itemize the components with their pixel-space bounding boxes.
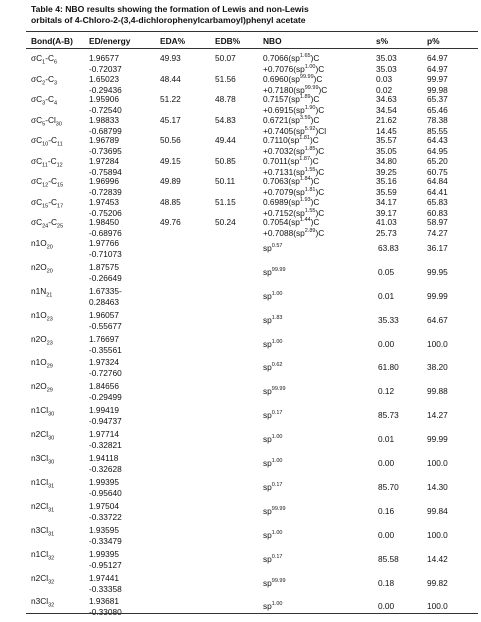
- nbo-line-2-sup: 1.55: [304, 167, 316, 174]
- ed-value: 1.96057: [89, 310, 119, 320]
- eda-value: 49.15: [160, 156, 181, 166]
- bond-label-sub: 30: [55, 121, 62, 128]
- nbo-hybrid-sup: 0.57: [271, 243, 283, 250]
- energy-value: -0.68976: [89, 228, 122, 238]
- nbo-line-1: $0.7054(sp^{1.44})C$: [263, 217, 320, 227]
- p-value-1: 78.38: [427, 115, 448, 125]
- ed-value: 1.96996: [89, 176, 119, 186]
- bond-label: $\sigma C_{15}-C_{17}$: [31, 197, 64, 210]
- energy-value: -0.71073: [89, 249, 122, 259]
- lone-pair-label-sub: 21: [46, 292, 53, 299]
- table-row: [0, 573, 481, 597]
- p-value: 100.0: [427, 530, 448, 540]
- ed-value: 1.99395: [89, 477, 119, 487]
- lone-pair-label: $n1O_{29}$: [31, 357, 53, 370]
- header-p-percent: p%: [427, 36, 440, 46]
- eda-value: 51.22: [160, 94, 181, 104]
- nbo-line-2-sup: 2.89: [304, 228, 316, 235]
- lone-pair-label-sub: 23: [46, 340, 53, 347]
- s-value-2: 39.25: [376, 167, 397, 177]
- s-value: 0.00: [378, 601, 395, 611]
- s-value: 0.00: [378, 530, 395, 540]
- nbo-hybrid-sup: 1.83: [271, 315, 283, 322]
- nbo-line-2: $+0.7180(sp^{99.99})C$: [263, 85, 328, 95]
- bond-label-sub: 3: [53, 80, 58, 87]
- energy-value: -0.95127: [89, 560, 122, 570]
- nbo-hybrid-sup: 1.00: [271, 339, 283, 346]
- table-row: [0, 357, 481, 381]
- nbo-hybrid: $sp^{1.00}$: [263, 601, 283, 611]
- nbo-line-2: $+0.7079(sp^{1.81})C$: [263, 187, 325, 197]
- energy-value: -0.35561: [89, 345, 122, 355]
- p-value-1: 65.37: [427, 94, 448, 104]
- bond-label-sub: 17: [57, 203, 64, 210]
- nbo-hybrid-sup: 1.00: [271, 601, 283, 608]
- nbo-line-1-sup: 1.84: [299, 176, 311, 183]
- nbo-line-2-sup: 1.90: [304, 105, 316, 112]
- lone-pair-label: $n1Cl_{32}$: [31, 549, 55, 562]
- ed-value: 1.93681: [89, 596, 119, 606]
- p-value-2: 60.75: [427, 167, 448, 177]
- lone-pair-label: $n2O_{29}$: [31, 381, 53, 394]
- header-s-percent: s%: [376, 36, 389, 46]
- s-value: 0.01: [378, 291, 395, 301]
- p-value-1: 64.84: [427, 176, 448, 186]
- table-title: [31, 4, 471, 26]
- energy-value: -0.33479: [89, 536, 122, 546]
- p-value-2: 74.27: [427, 228, 448, 238]
- bond-label: $\sigma C_1-C_6$: [31, 53, 58, 66]
- p-value-1: 99.97: [427, 74, 448, 84]
- edb-value: 48.78: [215, 94, 236, 104]
- s-value: 0.01: [378, 434, 395, 444]
- nbo-line-2-sup: 1.55: [304, 208, 316, 215]
- p-value: 99.99: [427, 291, 448, 301]
- nbo-hybrid: $sp^{0.17}$: [263, 410, 283, 420]
- header-ed-energy: ED/energy: [89, 36, 131, 46]
- s-value: 0.00: [378, 458, 395, 468]
- p-value: 99.95: [427, 267, 448, 277]
- bond-label-sub: 6: [53, 59, 58, 66]
- lone-pair-label-sub: 31: [48, 507, 55, 514]
- nbo-hybrid: $sp^{99.99}$: [263, 506, 286, 516]
- nbo-hybrid-sup: 1.00: [271, 530, 283, 537]
- lone-pair-label: $n1N_{21}$: [31, 286, 53, 299]
- nbo-line-2-sup: 5.92: [304, 126, 316, 133]
- eda-value: 49.76: [160, 217, 181, 227]
- lone-pair-label-sub: 31: [48, 531, 55, 538]
- table-row: [0, 453, 481, 477]
- lone-pair-label: $n3Cl_{30}$: [31, 453, 55, 466]
- bottom-rule: [26, 613, 478, 614]
- nbo-line-1: $0.7157(sp^{1.89})C$: [263, 94, 320, 104]
- s-value-2: 34.54: [376, 105, 397, 115]
- ed-value: 1.98833: [89, 115, 119, 125]
- nbo-line-1: $0.7066(sp^{1.65})C$: [263, 53, 320, 63]
- ed-value: 1.97714: [89, 429, 119, 439]
- nbo-line-2: $+0.7405(sp^{5.92})Cl$: [263, 126, 327, 136]
- nbo-hybrid: $sp^{0.57}$: [263, 243, 283, 253]
- ed-value: 1.97453: [89, 197, 119, 207]
- energy-value: 0.28463: [89, 297, 119, 307]
- s-value-2: 35.59: [376, 187, 397, 197]
- bond-label: $\sigma C_2-C_3$: [31, 74, 58, 87]
- eda-value: 48.44: [160, 74, 181, 84]
- nbo-line-1: $0.6989(sp^{1.93})C$: [263, 197, 320, 207]
- nbo-hybrid: $sp^{1.00}$: [263, 291, 283, 301]
- s-value-1: 35.16: [376, 176, 397, 186]
- bond-label: $\sigma C_{24}-C_{25}$: [31, 217, 64, 230]
- nbo-hybrid-sup: 1.00: [271, 458, 283, 465]
- table-row: [0, 525, 481, 549]
- bond-label-sub: 3: [42, 100, 46, 107]
- eda-value: 50.56: [160, 135, 181, 145]
- top-rule: [26, 31, 478, 32]
- bond-label-sub: 12: [56, 162, 63, 169]
- p-value-2: 65.46: [427, 105, 448, 115]
- lone-pair-label: $n2Cl_{30}$: [31, 429, 55, 442]
- ed-value: 1.99395: [89, 549, 119, 559]
- s-value: 0.16: [378, 506, 395, 516]
- energy-value: -0.33722: [89, 512, 122, 522]
- bond-label-sub: 24: [42, 223, 49, 230]
- s-value-1: 34.63: [376, 94, 397, 104]
- s-value-1: 0.03: [376, 74, 393, 84]
- p-value: 64.67: [427, 315, 448, 325]
- s-value: 63.83: [378, 243, 399, 253]
- ed-value: 1.67335-: [89, 286, 122, 296]
- bond-label: $\sigma C_5-Cl_{30}$: [31, 115, 62, 128]
- bond-label: $\sigma C_{11}-C_{12}$: [31, 156, 63, 169]
- p-value-2: 64.97: [427, 64, 448, 74]
- p-value: 99.99: [427, 434, 448, 444]
- bond-label-sub: 11: [42, 162, 48, 169]
- lone-pair-label-sub: 31: [48, 483, 55, 490]
- nbo-line-1-sup: 3.59: [299, 115, 311, 122]
- table-row: [0, 549, 481, 573]
- nbo-hybrid-sup: 0.17: [271, 554, 283, 561]
- p-value: 38.20: [427, 362, 448, 372]
- s-value: 0.00: [378, 339, 395, 349]
- lone-pair-label: $n3Cl_{31}$: [31, 525, 55, 538]
- bond-label-sub: 12: [42, 182, 49, 189]
- edb-value: 50.85: [215, 156, 236, 166]
- ed-value: 1.96789: [89, 135, 119, 145]
- bond-label-sub: 1: [42, 59, 46, 66]
- bond-label-sub: 10: [42, 141, 49, 148]
- nbo-line-2: $+0.7088(sp^{2.89})C$: [263, 228, 325, 238]
- lone-pair-label-sub: 20: [46, 244, 53, 251]
- ed-value: 1.65023: [89, 74, 119, 84]
- p-value-2: 60.83: [427, 208, 448, 218]
- bond-label-sub: 15: [57, 182, 64, 189]
- nbo-line-2: $+0.7076(sp^{1.00})C$: [263, 64, 325, 74]
- energy-value: -0.33358: [89, 584, 122, 594]
- p-value: 100.0: [427, 601, 448, 611]
- p-value-1: 64.97: [427, 53, 448, 63]
- nbo-line-1-sup: 1.81: [299, 135, 311, 142]
- lone-pair-label-sub: 30: [48, 435, 55, 442]
- p-value-2: 64.41: [427, 187, 448, 197]
- nbo-line-2-sup: 1.81: [304, 187, 316, 194]
- lone-pair-label-sub: 29: [46, 363, 53, 370]
- p-value-2: 85.55: [427, 126, 448, 136]
- nbo-line-2-sup: 1.00: [304, 64, 316, 71]
- s-value-2: 35.03: [376, 64, 397, 74]
- s-value-2: 35.05: [376, 146, 397, 156]
- nbo-line-1-sup: 1.87: [299, 156, 311, 163]
- nbo-line-1-sup: 1.93: [299, 197, 311, 204]
- nbo-line-2-sup: 1.85: [304, 146, 316, 153]
- nbo-hybrid-sup: 0.17: [271, 410, 283, 417]
- lone-pair-label-sub: 29: [46, 387, 53, 394]
- lone-pair-label-sub: 32: [48, 579, 55, 586]
- s-value-2: 14.45: [376, 126, 397, 136]
- energy-value: -0.75894: [89, 167, 122, 177]
- nbo-line-1-sup: 99.99: [299, 74, 314, 81]
- nbo-line-2: $+0.7131(sp^{1.55})C$: [263, 167, 325, 177]
- s-value-2: 0.02: [376, 85, 393, 95]
- ed-value: 1.76697: [89, 334, 119, 344]
- eda-value: 49.93: [160, 53, 181, 63]
- nbo-hybrid-sup: 99.99: [271, 267, 286, 274]
- bond-label-sub: 11: [57, 141, 63, 148]
- s-value: 0.12: [378, 386, 395, 396]
- p-value-2: 64.95: [427, 146, 448, 156]
- ed-value: 1.97284: [89, 156, 119, 166]
- nbo-hybrid: $sp^{99.99}$: [263, 386, 286, 396]
- nbo-hybrid: $sp^{0.62}$: [263, 362, 283, 372]
- p-value-1: 58.97: [427, 217, 448, 227]
- p-value-1: 64.43: [427, 135, 448, 145]
- s-value-2: 39.17: [376, 208, 397, 218]
- table-row: [0, 334, 481, 358]
- nbo-line-1: $0.7011(sp^{1.87})C$: [263, 156, 319, 166]
- s-value-1: 34.80: [376, 156, 397, 166]
- energy-value: -0.55677: [89, 321, 122, 331]
- energy-value: -0.72037: [89, 64, 122, 74]
- nbo-line-1: $0.7110(sp^{1.81})C$: [263, 135, 319, 145]
- nbo-line-2: $+0.7032(sp^{1.85})C$: [263, 146, 325, 156]
- p-value: 14.27: [427, 410, 448, 420]
- nbo-line-1-sup: 1.65: [299, 53, 311, 60]
- edb-value: 51.15: [215, 197, 236, 207]
- p-value: 36.17: [427, 243, 448, 253]
- s-value: 85.70: [378, 482, 399, 492]
- lone-pair-label: $n1Cl_{30}$: [31, 405, 55, 418]
- nbo-hybrid-sup: 99.99: [271, 578, 286, 585]
- energy-value: -0.33080: [89, 607, 122, 617]
- p-value: 100.0: [427, 339, 448, 349]
- bond-label: $\sigma C_{12}-C_{15}$: [31, 176, 64, 189]
- edb-value: 50.24: [215, 217, 236, 227]
- table-row: [0, 596, 481, 620]
- bond-label-sub: 25: [57, 223, 64, 230]
- table-title-line-2: orbitals of 4-Chloro-2-(3,4-dichlorophenylcarbamoyl)phenyl acetate: [31, 15, 306, 25]
- nbo-hybrid-sup: 1.00: [271, 434, 283, 441]
- energy-value: -0.73695: [89, 146, 122, 156]
- lone-pair-label-sub: 30: [48, 459, 55, 466]
- nbo-hybrid: $sp^{0.17}$: [263, 482, 283, 492]
- p-value-1: 65.83: [427, 197, 448, 207]
- ed-value: 1.98450: [89, 217, 119, 227]
- ed-value: 1.99419: [89, 405, 119, 415]
- bond-label: $\sigma C_{10}-C_{11}$: [31, 135, 63, 148]
- table-row: [0, 262, 481, 286]
- nbo-hybrid: $sp^{1.00}$: [263, 434, 283, 444]
- energy-value: -0.75206: [89, 208, 122, 218]
- p-value: 100.0: [427, 458, 448, 468]
- nbo-line-2: $+0.7152(sp^{1.55})C$: [263, 208, 325, 218]
- bond-label-sub: 4: [53, 100, 58, 107]
- energy-value: -0.29436: [89, 85, 122, 95]
- p-value: 99.82: [427, 578, 448, 588]
- nbo-hybrid-sup: 99.99: [271, 506, 286, 513]
- s-value: 85.58: [378, 554, 399, 564]
- s-value: 35.33: [378, 315, 399, 325]
- p-value: 14.42: [427, 554, 448, 564]
- energy-value: -0.95640: [89, 488, 122, 498]
- lone-pair-label: $n1Cl_{31}$: [31, 477, 55, 490]
- table-row: [0, 429, 481, 453]
- p-value-1: 65.20: [427, 156, 448, 166]
- nbo-hybrid-sup: 0.62: [271, 362, 283, 369]
- nbo-line-1-sup: 1.89: [299, 94, 311, 101]
- s-value: 0.05: [378, 267, 395, 277]
- ed-value: 1.97504: [89, 501, 119, 511]
- header-eda: EDA%: [160, 36, 186, 46]
- energy-value: -0.94737: [89, 416, 122, 426]
- lone-pair-label: $n1O_{20}$: [31, 238, 53, 251]
- ed-value: 1.96577: [89, 53, 119, 63]
- p-value-2: 99.98: [427, 85, 448, 95]
- header-nbo: NBO: [263, 36, 282, 46]
- nbo-line-1: $0.6721(sp^{3.59})C$: [263, 115, 320, 125]
- p-value: 99.84: [427, 506, 448, 516]
- energy-value: -0.72540: [89, 105, 122, 115]
- nbo-hybrid: $sp^{1.83}$: [263, 315, 283, 325]
- p-value: 99.88: [427, 386, 448, 396]
- lone-pair-label: $n1O_{23}$: [31, 310, 53, 323]
- edb-value: 50.07: [215, 53, 236, 63]
- header-rule: [26, 48, 478, 49]
- s-value: 85.73: [378, 410, 399, 420]
- nbo-line-1-sup: 1.44: [299, 217, 311, 224]
- table-row: [0, 501, 481, 525]
- table-row: [0, 405, 481, 429]
- bond-label-sub: 2: [42, 80, 46, 87]
- p-value: 14.30: [427, 482, 448, 492]
- energy-value: -0.68799: [89, 126, 122, 136]
- bond-label: $\sigma C_3-C_4$: [31, 94, 58, 107]
- nbo-hybrid-sup: 99.99: [271, 386, 286, 393]
- edb-value: 49.44: [215, 135, 236, 145]
- nbo-hybrid: $sp^{99.99}$: [263, 578, 286, 588]
- lone-pair-label-sub: 20: [46, 268, 53, 275]
- table-row: [0, 381, 481, 405]
- lone-pair-label: $n3Cl_{32}$: [31, 596, 55, 609]
- nbo-line-2-sup: 99.99: [304, 85, 319, 92]
- table-title-line-1: Table 4: NBO results showing the formation of Lewis and non-Lewis: [31, 4, 309, 14]
- bond-label-sub: 5: [42, 121, 46, 128]
- lone-pair-label: $n2Cl_{32}$: [31, 573, 55, 586]
- ed-value: 1.93595: [89, 525, 119, 535]
- nbo-hybrid-sup: 1.00: [271, 291, 283, 298]
- ed-value: 1.87575: [89, 262, 119, 272]
- nbo-hybrid: $sp^{1.00}$: [263, 339, 283, 349]
- ed-value: 1.94118: [89, 453, 119, 463]
- s-value-1: 21.62: [376, 115, 397, 125]
- edb-value: 51.56: [215, 74, 236, 84]
- lone-pair-label-sub: 32: [48, 555, 55, 562]
- eda-value: 48.85: [160, 197, 181, 207]
- lone-pair-label: $n2Cl_{31}$: [31, 501, 55, 514]
- energy-value: -0.29499: [89, 392, 122, 402]
- eda-value: 49.89: [160, 176, 181, 186]
- s-value-2: 25.73: [376, 228, 397, 238]
- nbo-hybrid: $sp^{1.00}$: [263, 530, 283, 540]
- table-row: [0, 477, 481, 501]
- header-bond: Bond(A-B): [31, 36, 73, 46]
- s-value-1: 34.17: [376, 197, 397, 207]
- edb-value: 54.83: [215, 115, 236, 125]
- energy-value: -0.32821: [89, 440, 122, 450]
- energy-value: -0.26649: [89, 273, 122, 283]
- s-value-1: 41.03: [376, 217, 397, 227]
- ed-value: 1.97441: [89, 573, 119, 583]
- nbo-hybrid: $sp^{99.99}$: [263, 267, 286, 277]
- s-value-1: 35.03: [376, 53, 397, 63]
- nbo-hybrid-sup: 0.17: [271, 482, 283, 489]
- nbo-line-2: $+0.6915(sp^{1.90})C$: [263, 105, 325, 115]
- s-value: 61.80: [378, 362, 399, 372]
- eda-value: 45.17: [160, 115, 181, 125]
- energy-value: -0.32628: [89, 464, 122, 474]
- edb-value: 50.11: [215, 176, 236, 186]
- s-value-1: 35.57: [376, 135, 397, 145]
- s-value: 0.18: [378, 578, 395, 588]
- nbo-hybrid: $sp^{0.17}$: [263, 554, 283, 564]
- ed-value: 1.97324: [89, 357, 119, 367]
- energy-value: -0.72760: [89, 368, 122, 378]
- energy-value: -0.72839: [89, 187, 122, 197]
- nbo-line-1: $0.6960(sp^{99.99})C$: [263, 74, 323, 84]
- lone-pair-label: $n2O_{23}$: [31, 334, 53, 347]
- ed-value: 1.97766: [89, 238, 119, 248]
- table-row: [0, 310, 481, 334]
- table-row: [0, 286, 481, 310]
- lone-pair-label: $n2O_{20}$: [31, 262, 53, 275]
- bond-label-sub: 15: [42, 203, 49, 210]
- lone-pair-label-sub: 30: [48, 411, 55, 418]
- nbo-hybrid: $sp^{1.00}$: [263, 458, 283, 468]
- lone-pair-label-sub: 32: [48, 602, 55, 609]
- nbo-line-1: $0.7063(sp^{1.84})C$: [263, 176, 320, 186]
- ed-value: 1.95906: [89, 94, 119, 104]
- header-edb: EDB%: [215, 36, 241, 46]
- ed-value: 1.84656: [89, 381, 119, 391]
- lone-pair-label-sub: 23: [46, 316, 53, 323]
- table-row: [0, 238, 481, 262]
